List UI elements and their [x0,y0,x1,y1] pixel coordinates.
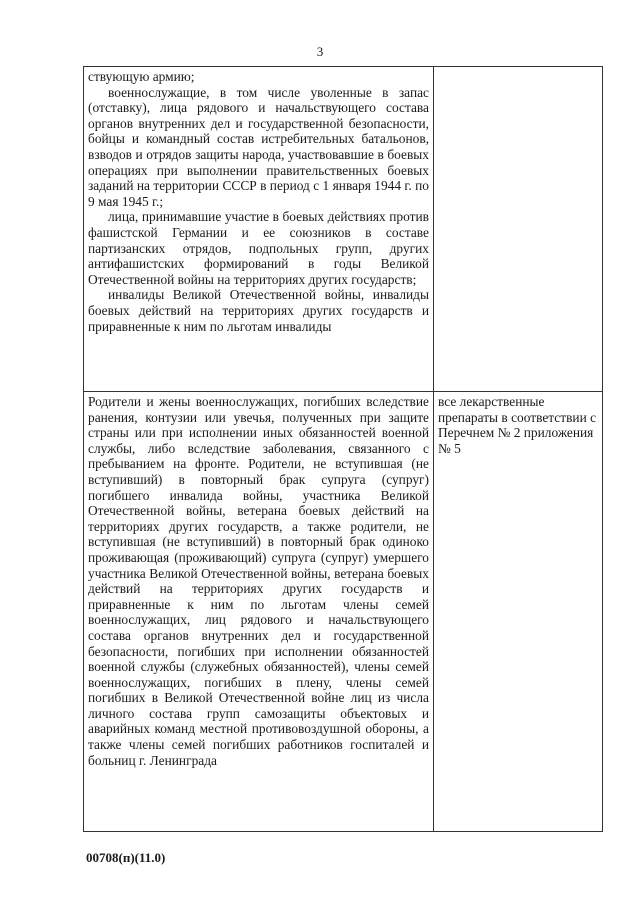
category-cell [84,67,434,392]
page-number: 3 [316,44,324,59]
paragraph: инвалиды Великой Отечественной войны, инвалиды боевых действий на территориях других государств и приравненные к ним по льготам инвалиды [88,287,429,334]
benefits-table [83,66,603,832]
paragraph: военнослужащие, в том числе уволенные в запас (отставку), лица рядового и начальствующего состава органов внутренних дел и государственной безопасности, бойцы и командный состав истребительных батальонов, взводов и отрядов защиты народа, участвовавшие в боевых операциях при выполнении правительственных боевых заданий на территории СССР в период с 1 января 1944 г. по 9 мая 1945 г.; [88,84,429,209]
paragraph: Родители и жены военнослужащих, погибших вследствие ранения, контузии или увечья, полученных при защите страны или при исполнении иных обязанностей военной службы, либо вследствие заболевания, связанного с пребыванием на фронте. Родители, не вступившая (не вступивший) в повторный брак супруга (супруг) погибшего инвалида войны, участника Великой Отечественной войны, ветерана боевых действий на территориях других государств, а также родители, не вступившая (не вступивший) в повторный брак одиноко проживающая (проживающий) супруга (супруг) умершего участника Великой Отечественной войны, ветерана боевых действий на территориях других государств и приравненные к ним по льготам члены семей военнослужащих, лиц рядового и начальствующего состава органов внутренних дел и государственной безопасности, погибших при исполнении обязанностей военной службы (служебных обязанностей), члены семей военнослужащих, погибших в плену, члены семей погибших в Великой Отечественной войне лиц из числа личного состава групп самозащиты объектовых и аварийных команд местной противовоздушной обороны, а также члены семей погибших работников госпиталей и больниц г. Ленинграда [88,394,429,768]
table-row [84,67,603,392]
document-code: 00708(п)(11.0) [86,850,166,865]
benefit-text: все лекарственные препараты в соответствии с Перечнем № 2 приложения № 5 [438,394,597,456]
category-cell [84,392,434,832]
benefit-cell [434,392,603,832]
paragraph: лица, принимавшие участие в боевых действиях против фашистской Германии и ее союзников в составе партизанских отрядов, подпольных групп, других антифашистских формирований в годы Великой Отечественной войны на территориях других государств; [88,209,429,287]
benefit-cell [434,67,603,392]
paragraph: ствующую армию; [88,69,195,84]
table-row [84,392,603,832]
